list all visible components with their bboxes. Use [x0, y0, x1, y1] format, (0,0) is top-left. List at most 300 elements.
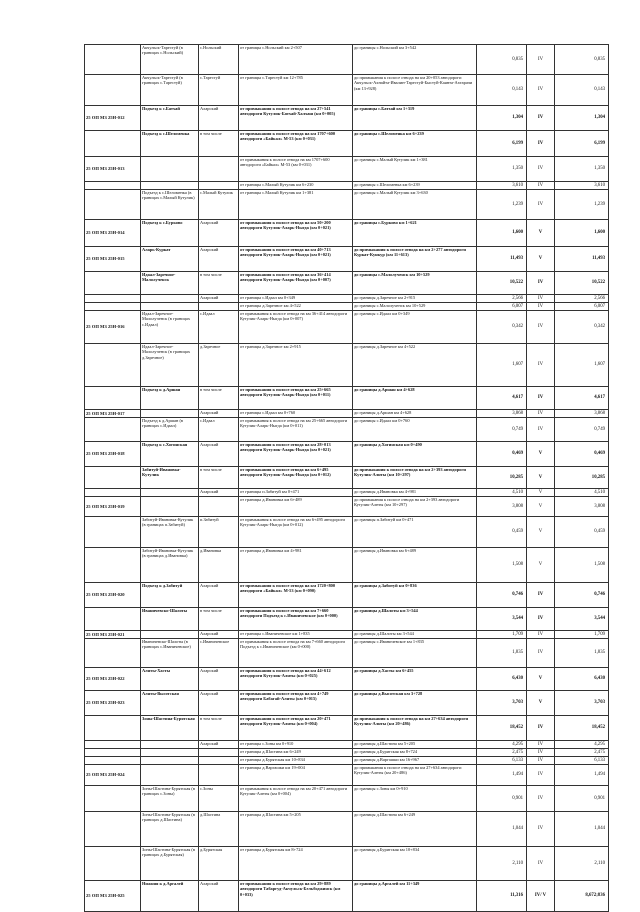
- cell-type: с.Идаал: [199, 418, 239, 442]
- cell-code: [85, 190, 141, 220]
- cell-code: 25 ОП МЗ 25Н-024: [85, 765, 141, 786]
- cell-cat: IV: [527, 812, 555, 847]
- cell-cat: IV: [527, 387, 555, 410]
- table-row: [85, 442, 609, 467]
- cell-type: Аларский: [199, 489, 239, 497]
- cell-tot: 1,835: [555, 639, 609, 668]
- cell-cat: IV/ V: [527, 881, 555, 912]
- cell-type: [199, 765, 239, 786]
- cell-code: 25 ОП МЗ 25Н-016: [85, 311, 141, 344]
- cell-tot: 0,342: [555, 311, 609, 344]
- cell-cat: V: [527, 548, 555, 583]
- cell-code: [85, 608, 141, 631]
- table-row: [85, 418, 609, 442]
- cell-name: [141, 757, 199, 765]
- cell-from: от примыкания к полосе отвода на км 36+414 автодороги Кутулик-Аларь-Ныгда (км 0+007): [239, 272, 353, 295]
- road-register-table: [84, 44, 608, 912]
- cell-tot: 6,133: [555, 757, 609, 765]
- cell-cat: IV: [527, 631, 555, 639]
- cell-len: 0,746: [477, 583, 527, 608]
- cell-type: [199, 497, 239, 517]
- cell-type: [199, 757, 239, 765]
- cell-code: 25 ОП МЗ 25Н-017: [85, 410, 141, 418]
- cell-to: до границы с.Шеломенка км 6+239: [353, 131, 477, 157]
- table-row: [85, 220, 609, 247]
- cell-type: Аларский: [199, 881, 239, 912]
- cell-len: 6,430: [477, 668, 527, 691]
- cell-name: [141, 741, 199, 749]
- cell-name: [141, 410, 199, 418]
- cell-len: 1,304: [477, 106, 527, 131]
- cell-tot: 6,199: [555, 131, 609, 157]
- table-row: [85, 295, 609, 303]
- cell-to: до границы с.Бурково км 1+621: [353, 220, 477, 247]
- cell-type: с.Идаал: [199, 311, 239, 344]
- cell-tot: 3,703: [555, 691, 609, 716]
- cell-tot: 4,295: [555, 741, 609, 749]
- cell-tot: 0,901: [555, 786, 609, 812]
- cell-cat: IV: [527, 131, 555, 157]
- cell-to: до границы д.Хасты км 6+455: [353, 668, 477, 691]
- table-row: [85, 639, 609, 668]
- cell-tot: 0,746: [555, 583, 609, 608]
- table-row: [85, 583, 609, 608]
- cell-cat: IV: [527, 757, 555, 765]
- cell-code: [85, 757, 141, 765]
- cell-len: 1,709: [477, 631, 527, 639]
- cell-code: 25 ОП МЗ 25Н-014: [85, 220, 141, 247]
- cell-to: до границы с.Зоны км 0+910: [353, 786, 477, 812]
- cell-cat: V: [527, 467, 555, 489]
- cell-len: 11,316: [477, 881, 527, 912]
- cell-type: Аларский: [199, 220, 239, 247]
- cell-len: 0,459: [477, 517, 527, 548]
- cell-to: до примыкания к полосе отвода на км 20+053 автодороги Акчульск-Ахнайта-Ивалин-Тарестуй-Быстуй-Каянта-Ахтарачи (км 13+928): [353, 75, 477, 106]
- cell-type: в том числе: [199, 131, 239, 157]
- cell-name: Зоны-Шастина-Бурятская (в границах с.Зоны): [141, 786, 199, 812]
- cell-code: 25 ОП МЗ 25Н-012: [85, 106, 141, 131]
- cell-type: п.Забитуй: [199, 517, 239, 548]
- cell-to: до границы д.Заречное км 2+915: [353, 295, 477, 303]
- cell-type: Аларский: [199, 410, 239, 418]
- cell-name: Иваничевско-Шалоты (в границах с.Иваничевское): [141, 639, 199, 668]
- cell-type: Аларский: [199, 295, 239, 303]
- cell-to: до границы д.Заречное км 4+522: [353, 344, 477, 387]
- cell-to: до границы д.Шалоты км 3+544: [353, 631, 477, 639]
- cell-code: 25 ОП МЗ 25Н-013: [85, 157, 141, 182]
- cell-len: 1,835: [477, 639, 527, 668]
- table-row: [85, 131, 609, 157]
- cell-to: до границы с.Малый Кутулик км 3+630: [353, 190, 477, 220]
- cell-cat: IV: [527, 847, 555, 881]
- cell-len: 4,510: [477, 489, 527, 497]
- cell-tot: 18,452: [555, 716, 609, 741]
- cell-to: до примыкания к полосе отвода на км 27+634 автодороги Кутулик-Алнты (км 20+486): [353, 716, 477, 741]
- cell-tot: 0,835: [555, 45, 609, 75]
- table-row: [85, 190, 609, 220]
- cell-len: 6,199: [477, 131, 527, 157]
- cell-cat: IV: [527, 639, 555, 668]
- cell-name: Подъезд к с.Бурково: [141, 220, 199, 247]
- cell-len: 10,285: [477, 467, 527, 489]
- cell-name: Подъезд к с.Хогинская: [141, 442, 199, 467]
- cell-to: до границы с.Батхай км 1+319: [353, 106, 477, 131]
- cell-cat: IV: [527, 272, 555, 295]
- cell-type: д.Ивановка: [199, 548, 239, 583]
- cell-type: с.Иваничевское: [199, 639, 239, 668]
- cell-type: д.Шастина: [199, 812, 239, 847]
- cell-type: Аларский: [199, 741, 239, 749]
- cell-type: в том числе: [199, 272, 239, 295]
- cell-code: [85, 467, 141, 489]
- cell-from: от границы с.Малый Кутулик км 6+230: [239, 182, 353, 190]
- cell-from: от границы с.Идаал км 0+760: [239, 410, 353, 418]
- cell-code: [85, 812, 141, 847]
- cell-cat: IV: [527, 716, 555, 741]
- table-row: [85, 497, 609, 517]
- cell-to: до границы с.Малолученск км 10+529: [353, 303, 477, 311]
- cell-to: до границы д.Ивановка км 6+489: [353, 548, 477, 583]
- cell-from: от примыкания к полосе отвода на км 50+200 автодороги Кутулик-Аларь-Ныгда (км 0+021): [239, 220, 353, 247]
- cell-to: до границы д.Бурятская км 10+834: [353, 847, 477, 881]
- cell-type: Аларский: [199, 631, 239, 639]
- cell-code: [85, 639, 141, 668]
- cell-cat: IV: [527, 741, 555, 749]
- cell-to: до границы с.Иваничевское км 1+835: [353, 639, 477, 668]
- cell-len: 3,544: [477, 608, 527, 631]
- cell-code: [85, 272, 141, 295]
- cell-from: от границы с.Иваничевское км 1+835: [239, 631, 353, 639]
- cell-code: 25 ОП МЗ 25Н-023: [85, 691, 141, 716]
- cell-cat: IV: [527, 608, 555, 631]
- cell-code: [85, 387, 141, 410]
- cell-name: Аларь-Куркат: [141, 247, 199, 272]
- cell-tot: 6,430: [555, 668, 609, 691]
- cell-name: Зоны-Шастина-Бурятская (в границах д.Шастина): [141, 812, 199, 847]
- cell-to: до границы п.Забитуй км 0+471: [353, 517, 477, 548]
- cell-from: от примыкания к полосе отвода на км 20+471 автодороги Кутулик-Алнты (км 0+004): [239, 786, 353, 812]
- cell-tot: 3,544: [555, 608, 609, 631]
- table-row: [85, 157, 609, 182]
- cell-from: от примыкания к полосе отвода на км 4+749 автодороги Бабагай-Алнты (км 0+015): [239, 691, 353, 716]
- cell-code: [85, 131, 141, 157]
- cell-name: Алнты-Хасты: [141, 668, 199, 691]
- cell-name: Идаал-Заречное-Малолученск (в границах с.Идаал): [141, 311, 199, 344]
- cell-cat: V: [527, 517, 555, 548]
- cell-type: с.Малый Кутулик: [199, 190, 239, 220]
- cell-cat: IV: [527, 765, 555, 786]
- cell-tot: 3,868: [555, 410, 609, 418]
- cell-tot: 1,508: [555, 548, 609, 583]
- table-row: [85, 668, 609, 691]
- cell-from: от примыкания к полосе отвода на км 44+612 автодороги Кутулик-Алнты (км 0+025): [239, 668, 353, 691]
- cell-tot: 10,522: [555, 272, 609, 295]
- cell-code: [85, 45, 141, 75]
- table-row: [85, 548, 609, 583]
- cell-type: [199, 303, 239, 311]
- cell-cat: IV: [527, 157, 555, 182]
- cell-tot: 3,610: [555, 182, 609, 190]
- cell-name: [141, 497, 199, 517]
- cell-name: Подъезд к д.Аршан (в границах с.Идаал): [141, 418, 199, 442]
- table-row: [85, 106, 609, 131]
- cell-name: [141, 765, 199, 786]
- cell-from: от границы с.Тарестуй км 12+785: [239, 75, 353, 106]
- cell-code: [85, 548, 141, 583]
- cell-len: 0,469: [477, 442, 527, 467]
- table-row: [85, 812, 609, 847]
- cell-name: Зоны-Шастина-Бурятская (в границах д.Бурятская): [141, 847, 199, 881]
- cell-type: д.Бурятская: [199, 847, 239, 881]
- cell-cat: IV: [527, 182, 555, 190]
- cell-type: с.Тарестуй: [199, 75, 239, 106]
- cell-type: с.Нольский: [199, 45, 239, 75]
- cell-code: [85, 295, 141, 303]
- cell-from: от примыкания к полосе отвода на км 27+541 автодороги Кутулик-Батхай-Халхаш (км 0+005): [239, 106, 353, 131]
- cell-to: до границы д.Хогинская км 0+490: [353, 442, 477, 467]
- cell-tot: 0,749: [555, 418, 609, 442]
- cell-from: от границы д.Бурятская км 8+724: [239, 847, 353, 881]
- cell-type: Аларский: [199, 106, 239, 131]
- cell-type: д.Заречное: [199, 344, 239, 387]
- cell-len: 1,239: [477, 190, 527, 220]
- cell-to: до границы с.Идаал км 0+760: [353, 418, 477, 442]
- cell-code: [85, 75, 141, 106]
- cell-len: 18,452: [477, 716, 527, 741]
- cell-to: до границы с.Малый Кутулик км 1+381: [353, 157, 477, 182]
- cell-tot: 1,600: [555, 220, 609, 247]
- cell-code: 25 ОП МЗ 25Н-015: [85, 247, 141, 272]
- cell-to: до границы д.Аршан км 4+628: [353, 387, 477, 410]
- table-row: [85, 517, 609, 548]
- cell-name: Подъезд к с.Шеломенка (в границах с.Малый Кутулик): [141, 190, 199, 220]
- cell-name: Иваничевско-Шалоты: [141, 608, 199, 631]
- cell-code: [85, 489, 141, 497]
- cell-type: [199, 157, 239, 182]
- cell-name: Акчульск-Тарестуй (в границах с.Нольский): [141, 45, 199, 75]
- cell-from: от границы д.Варгашки км 19+004: [239, 765, 353, 786]
- cell-type: в том числе: [199, 716, 239, 741]
- cell-len: 4,295: [477, 741, 527, 749]
- cell-name: [141, 303, 199, 311]
- cell-code: [85, 418, 141, 442]
- cell-name: [141, 749, 199, 757]
- cell-tot: 2,566: [555, 295, 609, 303]
- cell-cat: V: [527, 247, 555, 272]
- cell-name: [141, 182, 199, 190]
- table-row: [85, 311, 609, 344]
- cell-tot: 1,044: [555, 812, 609, 847]
- cell-cat: V: [527, 691, 555, 716]
- cell-from: от примыкания к полосе отвода на км 1720+800 автодороги «Байкал» М-53 (км 0+090): [239, 583, 353, 608]
- cell-code: 25 ОП МЗ 25Н-022: [85, 668, 141, 691]
- cell-cat: IV: [527, 106, 555, 131]
- cell-tot: 1,709: [555, 631, 609, 639]
- cell-len: 1,600: [477, 220, 527, 247]
- cell-code: 25 ОП МЗ 25Н-020: [85, 583, 141, 608]
- cell-name: Подъезд к д.Забитуй: [141, 583, 199, 608]
- cell-cat: V: [527, 497, 555, 517]
- cell-cat: IV: [527, 410, 555, 418]
- cell-len: 0,901: [477, 786, 527, 812]
- cell-name: [141, 489, 199, 497]
- table-row: [85, 272, 609, 295]
- cell-type: Аларский: [199, 691, 239, 716]
- table-row: [85, 631, 609, 639]
- cell-code: [85, 344, 141, 387]
- cell-type: Аларский: [199, 442, 239, 467]
- table-row: [85, 847, 609, 881]
- cell-tot: 4,617: [555, 387, 609, 410]
- table-row: [85, 45, 609, 75]
- cell-tot: 1,239: [555, 190, 609, 220]
- cell-from: от примыкания к полосе отвода на км 25+665 автодороги Кутулик-Аларь-Ныгда (км 0+011): [239, 387, 353, 410]
- table-row: [85, 387, 609, 410]
- cell-name: Алнты-Высотская: [141, 691, 199, 716]
- table-row: [85, 410, 609, 418]
- table-row: [85, 489, 609, 497]
- cell-to: до границы д.Аргалей км 11+349: [353, 881, 477, 912]
- cell-len: 6,007: [477, 303, 527, 311]
- cell-cat: V: [527, 489, 555, 497]
- cell-from: от границы п.Забитуй км 0+471: [239, 489, 353, 497]
- cell-tot: 2,110: [555, 847, 609, 881]
- cell-code: 25 ОП МЗ 25Н-025: [85, 881, 141, 912]
- table-row: [85, 608, 609, 631]
- cell-len: 11,493: [477, 247, 527, 272]
- table-row: [85, 716, 609, 741]
- table-row: [85, 749, 609, 757]
- cell-len: 1,508: [477, 548, 527, 583]
- cell-tot: 6,007: [555, 303, 609, 311]
- cell-type: Аларский: [199, 247, 239, 272]
- cell-cat: IV: [527, 418, 555, 442]
- cell-from: от примыкания к полосе отвода на км 40+713 автодороги Кутулик-Аларь-Ныгда (км 0+021): [239, 247, 353, 272]
- table-row: [85, 467, 609, 489]
- cell-to: до границы д.Забитуй км 0+836: [353, 583, 477, 608]
- cell-from: от примыкания к полосе отвода на км 25+665 автодороги Кутулик-Аларь-Ныгда (км 0+011): [239, 418, 353, 442]
- cell-from: от границы д.Шастина км 5+205: [239, 812, 353, 847]
- cell-len: 3,808: [477, 497, 527, 517]
- cell-from: от примыкания к полосе отвода на км 6+495 автодороги Кутулик-Аларь-Ныгда (км 0+012): [239, 517, 353, 548]
- cell-type: [199, 749, 239, 757]
- cell-len: 6,133: [477, 757, 527, 765]
- table-row: [85, 247, 609, 272]
- cell-cat: IV: [527, 786, 555, 812]
- cell-name: Забитуй-Ивановка-Кутулик (в границах п.Забитуй): [141, 517, 199, 548]
- cell-len: 3,868: [477, 410, 527, 418]
- cell-len: 2,566: [477, 295, 527, 303]
- cell-name: Подъезд к с.Шеломенка: [141, 131, 199, 157]
- cell-len: 2,475: [477, 749, 527, 757]
- table-row: [85, 757, 609, 765]
- cell-name: Забитуй-Ивановка-Кутулик (в границах д.Ивановка): [141, 548, 199, 583]
- cell-len: 1,044: [477, 812, 527, 847]
- cell-to: до границы д.Аршан км 4+628: [353, 410, 477, 418]
- cell-type: [199, 182, 239, 190]
- cell-cat: V: [527, 220, 555, 247]
- cell-cat: IV: [527, 45, 555, 75]
- table-row: [85, 182, 609, 190]
- cell-to: до границы д.Высотская км 3+728: [353, 691, 477, 716]
- cell-from: от примыкания к полосе отвода на км 1707+600 автодороги «Байкал» М-53 (км 0+031): [239, 131, 353, 157]
- cell-name: Нижняя к д.Аргалей: [141, 881, 199, 912]
- cell-to: до границы д.Шастина км 5+205: [353, 741, 477, 749]
- cell-len: 0,143: [477, 75, 527, 106]
- cell-cat: V: [527, 442, 555, 467]
- cell-from: от границы с.Зоны км 0+910: [239, 741, 353, 749]
- cell-len: 4,617: [477, 387, 527, 410]
- cell-to: до границы с.Нольский км 3+542: [353, 45, 477, 75]
- cell-cat: IV: [527, 295, 555, 303]
- cell-from: от примыкания к полосе отвода на км 28+013 автодороги Кутулик-Аларь-Ныгда (км 0+021): [239, 442, 353, 467]
- cell-code: [85, 182, 141, 190]
- cell-to: до примыкания к полосе отвода на км 2+393 автодороги Кутулик-Алнты (км 10+297): [353, 497, 477, 517]
- cell-tot: 1,304: [555, 106, 609, 131]
- cell-from: от примыкания к полосе отвода на км 7+660 автодороги Подъезд к с.Иваничевское (км 0+000): [239, 608, 353, 631]
- cell-code: [85, 716, 141, 741]
- cell-to: до границы д.Шалоты км 3+544: [353, 608, 477, 631]
- cell-from: от границы с.Малый Кутулик км 1+381: [239, 190, 353, 220]
- cell-code: [85, 303, 141, 311]
- cell-to: до границы д.Шастина км 6+249: [353, 812, 477, 847]
- cell-type: Аларский: [199, 668, 239, 691]
- cell-from: от примыкания к полосе отвода на км 29+889 автодороги Табаргуд-Акчульск-Бельбоджинск (км 0+033): [239, 881, 353, 912]
- cell-len: 2,110: [477, 847, 527, 881]
- cell-from: от примыкания к полосе отвода на км 20+471 автодороги Кутулик-Алнты (км 0+004): [239, 716, 353, 741]
- cell-tot: 0,143: [555, 75, 609, 106]
- cell-name: [141, 631, 199, 639]
- cell-tot: 11,493: [555, 247, 609, 272]
- cell-from: от границы с.Идаал км 0+349: [239, 295, 353, 303]
- cell-type: с.Зоны: [199, 786, 239, 812]
- cell-code: [85, 847, 141, 881]
- cell-to: до примыкания к полосе отвода на км 27+634 автодороги Кутулик-Алнты (км 20+486): [353, 765, 477, 786]
- cell-from: от границы с.Нольский км 2+507: [239, 45, 353, 75]
- cell-len: 0,749: [477, 418, 527, 442]
- cell-code: [85, 741, 141, 749]
- cell-code: 25 ОП МЗ 25Н-019: [85, 497, 141, 517]
- cell-from: от примыкания к полосе отвода на км 6+495 автодороги Кутулик-Аларь-Ныгда (км 0+012): [239, 467, 353, 489]
- cell-len: 1,494: [477, 765, 527, 786]
- cell-code: 25 ОП МЗ 25Н-018: [85, 442, 141, 467]
- cell-len: 1,607: [477, 344, 527, 387]
- cell-name: Акчульск-Тарестуй (в границах с.Тарестуй): [141, 75, 199, 106]
- cell-cat: IV: [527, 583, 555, 608]
- cell-cat: IV: [527, 190, 555, 220]
- cell-len: 3,703: [477, 691, 527, 716]
- cell-tot: 1,607: [555, 344, 609, 387]
- table-row: [85, 741, 609, 749]
- cell-cat: V: [527, 668, 555, 691]
- cell-tot: 8,672;836: [555, 881, 609, 912]
- cell-code: [85, 749, 141, 757]
- cell-name: [141, 157, 199, 182]
- cell-from: от границы д.Заречное км 2+915: [239, 344, 353, 387]
- cell-cat: IV: [527, 749, 555, 757]
- cell-tot: 1,350: [555, 157, 609, 182]
- cell-tot: 0,469: [555, 442, 609, 467]
- cell-type: Аларский: [199, 583, 239, 608]
- cell-from: от границы д.Шастина км 6+249: [239, 749, 353, 757]
- cell-code: [85, 517, 141, 548]
- cell-len: 3,610: [477, 182, 527, 190]
- cell-len: 0,835: [477, 45, 527, 75]
- cell-to: до границы д.Бурятская км 8+724: [353, 749, 477, 757]
- cell-type: в том числе: [199, 608, 239, 631]
- table-row: [85, 765, 609, 786]
- cell-from: от границы д.Заречное км 4+522: [239, 303, 353, 311]
